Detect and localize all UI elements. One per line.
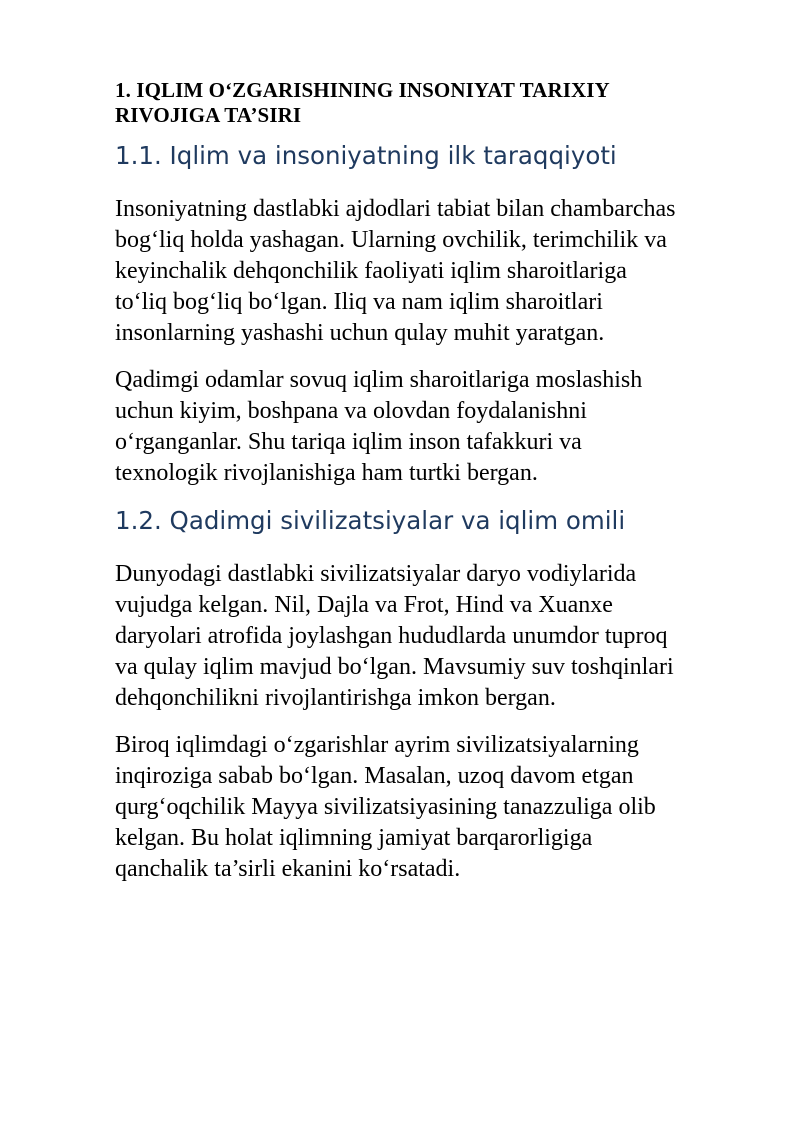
text-line: dehqonchilikni rivojlantirishga imkon bergan. (115, 685, 556, 711)
title-line: 1. IQLIM O‘ZGARISHINING INSONIYAT TARIXIY (115, 78, 610, 102)
section-heading: 1.1. Iqlim va insoniyatning ilk taraqqiyoti (115, 141, 617, 170)
document-body (115, 78, 755, 901)
text-line: qurg‘oqchilik Mayya sivilizatsiyasining tanazzuliga olib (115, 794, 656, 820)
text-line: kelgan. Bu holat iqlimning jamiyat barqarorligiga (115, 825, 593, 851)
text-line: to‘liq bog‘liq bo‘lgan. Iliq va nam iqlim sharoitlari (115, 289, 603, 315)
document-title (115, 78, 755, 128)
text-line: Qadimgi odamlar sovuq iqlim sharoitlariga moslashish (115, 367, 643, 393)
paragraph (115, 559, 755, 714)
text-line: bog‘liq holda yashagan. Ularning ovchilik, terimchilik va (115, 227, 667, 253)
section-1-1 (115, 140, 755, 489)
text-line: vujudga kelgan. Nil, Dajla va Frot, Hind va Xuanxe (115, 592, 613, 618)
title-line: RIVOJIGA TA’SIRI (115, 103, 302, 127)
text-line: Biroq iqlimdagi o‘zgarishlar ayrim sivilizatsiyalarning (115, 732, 639, 758)
text-line: o‘rganganlar. Shu tariqa iqlim inson tafakkuri va (115, 429, 582, 455)
text-line: Dunyodagi dastlabki sivilizatsiyalar daryo vodiylarida (115, 561, 637, 587)
section-heading: 1.2. Qadimgi sivilizatsiyalar va iqlim omili (115, 506, 626, 535)
text-line: texnologik rivojlanishiga ham turtki bergan. (115, 460, 538, 486)
section-1-2 (115, 505, 755, 885)
text-line: insonlarning yashashi uchun qulay muhit yaratgan. (115, 320, 605, 346)
text-line: va qulay iqlim mavjud bo‘lgan. Mavsumiy suv toshqinlari (115, 654, 674, 680)
text-line: qanchalik ta’sirli ekanini ko‘rsatadi. (115, 856, 461, 882)
paragraph (115, 365, 755, 489)
text-line: keyinchalik dehqonchilik faoliyati iqlim sharoitlariga (115, 258, 627, 284)
paragraph (115, 730, 755, 885)
text-line: inqiroziga sabab bo‘lgan. Masalan, uzoq davom etgan (115, 763, 634, 789)
text-line: daryolari atrofida joylashgan hududlarda unumdor tuproq (115, 623, 668, 649)
text-line: Insoniyatning dastlabki ajdodlari tabiat bilan chambarchas (115, 196, 676, 222)
paragraph (115, 194, 755, 349)
text-line: uchun kiyim, boshpana va olovdan foydalanishni (115, 398, 587, 424)
